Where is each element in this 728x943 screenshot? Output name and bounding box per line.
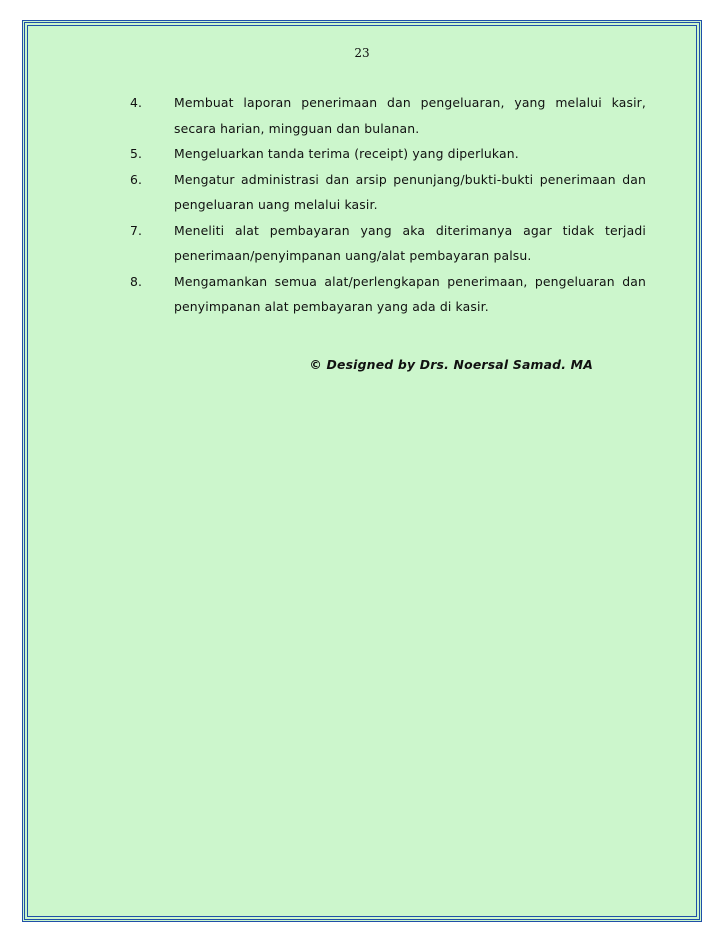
list-item-text: Mengeluarkan tanda terima (receipt) yang diperlukan. <box>174 146 519 161</box>
page-number: 23 <box>354 46 370 60</box>
list-item-text: Mengamankan semua alat/perlengkapan penerimaan, pengeluaran dan penyimpanan alat pembayaran yang ada di kasir. <box>174 273 646 314</box>
list-item-number: 7. <box>130 222 143 238</box>
list-item <box>130 167 646 218</box>
list-item-text: Meneliti alat pembayaran yang aka diterimanya agar tidak terjadi penerimaan/penyimpanan uang/alat pembayaran palsu. <box>174 222 646 263</box>
list-item-text: Mengatur administrasi dan arsip penunjang/bukti-bukti penerimaan dan pengeluaran uang melalui kasir. <box>174 171 646 212</box>
list-item-number: 6. <box>130 171 143 187</box>
list-item <box>130 141 646 167</box>
list-item-number: 4. <box>130 95 143 110</box>
list-item-number: 5. <box>130 146 143 161</box>
list-item <box>130 269 646 320</box>
list-item-number: 8. <box>130 273 143 289</box>
numbered-list <box>130 90 646 320</box>
list-item <box>130 90 646 141</box>
page-frame <box>22 20 702 922</box>
list-item-text: Membuat laporan penerimaan dan pengeluaran, yang melalui kasir, secara harian, mingguan dan bulanan. <box>174 95 646 136</box>
list-item <box>130 218 646 269</box>
author-credit: © Designed by Drs. Noersal Samad. MA <box>309 357 593 372</box>
